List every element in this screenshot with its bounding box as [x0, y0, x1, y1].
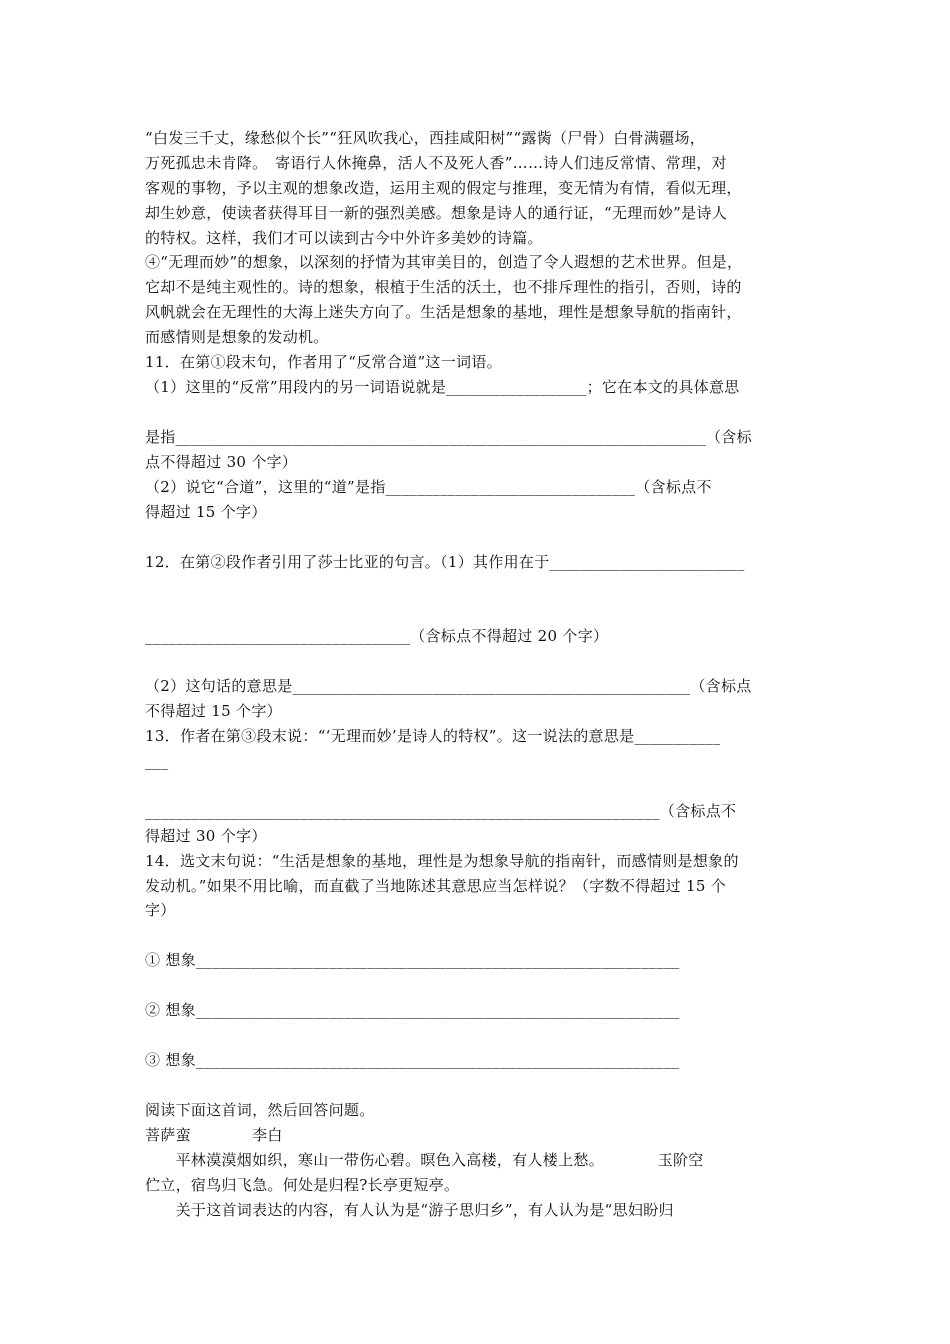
- question-12: 12．在第②段作者引用了莎士比亚的句言。（1）其作用在于_________________________: [145, 553, 745, 571]
- question-11-part-1-limit: 点不得超过 30 个字）: [145, 453, 298, 471]
- question-13: 13．作者在第③段末说：“‘无理而妙’是诗人的特权”。这一说法的意思是___________: [145, 727, 721, 745]
- passage-line: ④“无理而妙”的想象，以深刻的抒情为其审美目的，创造了令人遐想的艺术世界。但是，: [145, 253, 743, 271]
- poem-line: 平林漠漠烟如织，寒山一带伤心碧。暝色入高楼，有人楼上愁。 玉阶空: [145, 1151, 704, 1169]
- passage-line: 风帆就会在无理性的大海上迷失方向了。生活是想象的基地，理性是想象导航的指南针，: [145, 303, 742, 321]
- commentary-line: 关于这首词表达的内容，有人认为是“游子思归乡”，有人认为是“思妇盼归: [145, 1201, 674, 1219]
- question-11-part-1-cont: 是指____________________________________________________________________（含标: [145, 428, 752, 446]
- passage-line: 它却不是纯主观性的。诗的想象，根植于生活的沃土，也不排斥理性的指引，否则，诗的: [145, 278, 742, 296]
- question-14: 14．选文末句说：“生活是想象的基地，理性是为想象导航的指南针，而感情则是想象的: [145, 852, 739, 870]
- passage-line: 客观的事物，予以主观的想象改造，运用主观的假定与推理，变无情为有情，看似无理，: [145, 179, 742, 197]
- question-12-answer-line: __________________________________（含标点不得超过 20 个字）: [145, 627, 609, 645]
- poem-line: 伫立，宿鸟归飞急。何处是归程?长亭更短亭。: [145, 1176, 460, 1194]
- question-12-part-2: （2）这句话的意思是___________________________________________________（含标点: [145, 677, 752, 695]
- passage-line: 而感情则是想象的发动机。: [145, 328, 329, 346]
- question-11-part-2-limit: 得超过 15 个字）: [145, 503, 267, 521]
- passage-line: “白发三千丈，缘愁似个长”“狂风吹我心，西挂咸阳树”“露胔（尸骨）白骨满疆场，: [145, 129, 706, 147]
- question-14-answer-2: ② 想象______________________________________________________________: [145, 1001, 680, 1019]
- passage-line: 万死孤忠未肯降。 寄语行人休掩鼻，活人不及死人香”……诗人们违反常情、常理，对: [145, 154, 727, 172]
- question-11-part-1: （1）这里的“反常”用段内的另一词语说就是__________________；它在本文的具体意思: [145, 378, 740, 396]
- question-11-part-2: （2）说它“合道”，这里的“道”是指________________________________（含标点不: [145, 478, 712, 496]
- question-13-blank: ___: [145, 752, 169, 770]
- passage-line: 的特权。这样，我们才可以读到古今中外许多美妙的诗篇。: [145, 229, 543, 247]
- question-14-cont: 字）: [145, 901, 176, 919]
- reading-instruction: 阅读下面这首词，然后回答问题。: [145, 1101, 375, 1119]
- question-13-answer-line: __________________________________________________________________（含标点不: [145, 802, 737, 820]
- question-13-limit: 得超过 30 个字）: [145, 827, 267, 845]
- question-14-answer-3: ③ 想象______________________________________________________________: [145, 1051, 680, 1069]
- poem-title: 菩萨蛮 李白: [145, 1126, 283, 1144]
- question-14-cont: 发动机。”如果不用比喻，而直截了当地陈述其意思应当怎样说？（字数不得超过 15 个: [145, 877, 727, 895]
- question-12-part-2-limit: 不得超过 15 个字）: [145, 702, 282, 720]
- question-11: 11．在第①段末句，作者用了“反常合道”这一词语。: [145, 353, 502, 371]
- question-14-answer-1: ① 想象______________________________________________________________: [145, 951, 680, 969]
- passage-line: 却生妙意，使读者获得耳目一新的强烈美感。想象是诗人的通行证，“无理而妙”是诗人: [145, 204, 728, 222]
